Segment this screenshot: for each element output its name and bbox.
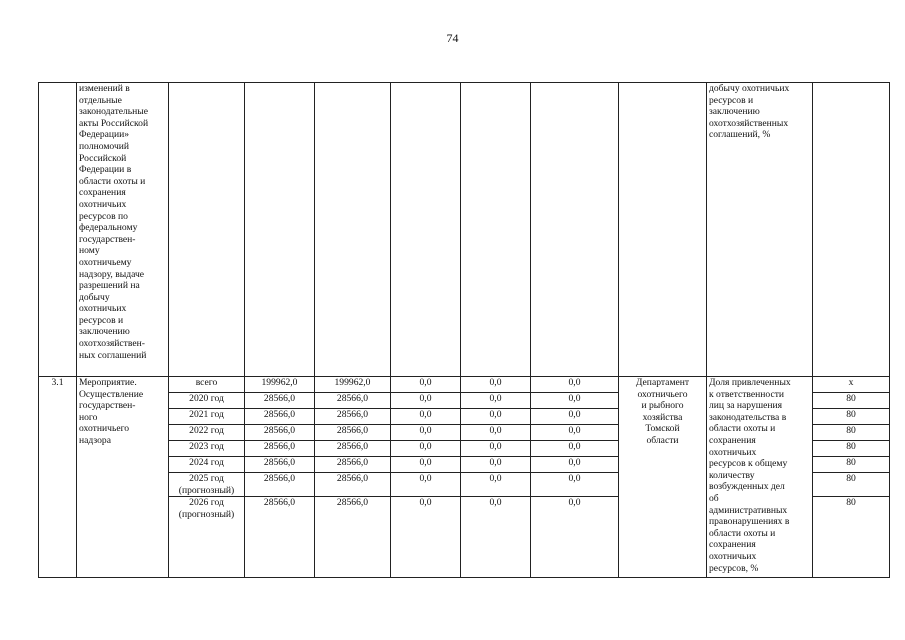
cell-value: 0,0 [391, 409, 461, 425]
cell-value: 0,0 [531, 393, 619, 409]
continuation-row [39, 83, 890, 377]
cell-value: 0,0 [461, 409, 531, 425]
cell-empty [813, 83, 890, 377]
cell-period: 2025 год (прогнозный) [169, 473, 245, 497]
cell-value: 0,0 [461, 473, 531, 497]
cell-value: 0,0 [531, 409, 619, 425]
cell-value: 0,0 [531, 473, 619, 497]
cell-activity-name: Мероприятие. Осуществление государствен- ного охотничьего надзора [77, 377, 169, 578]
cell-period: 2021 год [169, 409, 245, 425]
cell-value: 28566,0 [315, 425, 391, 441]
cell-indicator-value: 80 [813, 457, 890, 473]
cell-total: 28566,0 [245, 473, 315, 497]
cell-indicator-value: 80 [813, 441, 890, 457]
cell-value: 0,0 [391, 473, 461, 497]
cell-total: 28566,0 [245, 497, 315, 578]
cell-empty [391, 83, 461, 377]
cell-number [39, 83, 77, 377]
cell-value: 0,0 [531, 441, 619, 457]
cell-value: 0,0 [391, 393, 461, 409]
cell-value: 28566,0 [315, 457, 391, 473]
cell-value: 0,0 [391, 377, 461, 393]
cell-empty [619, 83, 707, 377]
cell-empty [245, 83, 315, 377]
cell-period: 2020 год [169, 393, 245, 409]
program-table [38, 82, 890, 578]
cell-value: 0,0 [531, 497, 619, 578]
cell-period: 2024 год [169, 457, 245, 473]
cell-name: изменений в отдельные законодательные акты Российской Федерации» полномочий Российской Федерации в области охоты и сохранения охотничьих ресурсов по федеральному государствен- ному охотничьему надзору, выдаче разрешений на добычу охотничьих ресурсов и заключению охотхозяйствен- ных соглашений [77, 83, 169, 377]
cell-value: 28566,0 [315, 441, 391, 457]
cell-value: 0,0 [461, 377, 531, 393]
cell-empty [461, 83, 531, 377]
cell-value: 0,0 [391, 457, 461, 473]
cell-empty [169, 83, 245, 377]
cell-value: 0,0 [461, 425, 531, 441]
cell-period: 2026 год (прогнозный) [169, 497, 245, 578]
cell-value: 0,0 [461, 441, 531, 457]
cell-indicator-value: х [813, 377, 890, 393]
cell-value: 28566,0 [315, 473, 391, 497]
cell-empty [315, 83, 391, 377]
page-number: 74 [446, 31, 459, 45]
cell-indicator: добычу охотничьих ресурсов и заключению охотхозяйственных соглашений, % [707, 83, 813, 377]
cell-value: 0,0 [531, 425, 619, 441]
cell-period: всего [169, 377, 245, 393]
cell-value: 0,0 [531, 377, 619, 393]
cell-value: 0,0 [391, 497, 461, 578]
cell-total: 28566,0 [245, 441, 315, 457]
cell-value: 0,0 [531, 457, 619, 473]
cell-value: 28566,0 [315, 497, 391, 578]
cell-total: 28566,0 [245, 409, 315, 425]
cell-empty [531, 83, 619, 377]
cell-period: 2022 год [169, 425, 245, 441]
cell-value: 0,0 [391, 441, 461, 457]
cell-period: 2023 год [169, 441, 245, 457]
cell-value: 0,0 [461, 497, 531, 578]
cell-executor: Департамент охотничьего и рыбного хозяйства Томской области [619, 377, 707, 578]
cell-value: 199962,0 [315, 377, 391, 393]
cell-total: 28566,0 [245, 425, 315, 441]
cell-indicator-value: 80 [813, 409, 890, 425]
cell-row-number: 3.1 [39, 377, 77, 578]
table-row [39, 377, 890, 393]
cell-total: 199962,0 [245, 377, 315, 393]
cell-value: 0,0 [391, 425, 461, 441]
cell-value: 0,0 [461, 393, 531, 409]
cell-total: 28566,0 [245, 393, 315, 409]
cell-indicator-value: 80 [813, 425, 890, 441]
cell-value: 0,0 [461, 457, 531, 473]
cell-value: 28566,0 [315, 409, 391, 425]
cell-indicator-value: 80 [813, 473, 890, 497]
cell-indicator-value: 80 [813, 497, 890, 578]
cell-total: 28566,0 [245, 457, 315, 473]
cell-indicator-value: 80 [813, 393, 890, 409]
cell-indicator: Доля привлеченных к ответственности лиц за нарушения законодательства в области охоты и сохранения охотничьих ресурсов к общему количеству возбужденных дел об административных правонарушениях в области охоты и сохранения охотничьих ресурсов, % [707, 377, 813, 578]
cell-value: 28566,0 [315, 393, 391, 409]
